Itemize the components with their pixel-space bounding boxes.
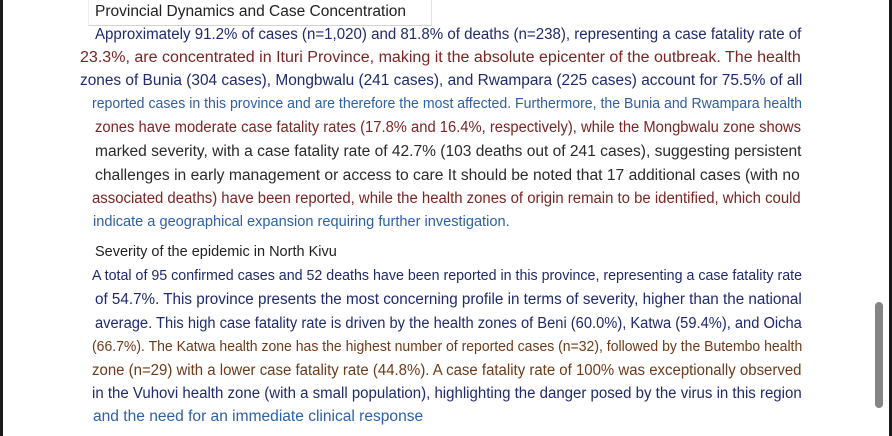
paragraph-line: of 54.7%. This province presents the most concerning profile in terms of severity, higher than the national bbox=[95, 291, 802, 308]
paragraph-line: zones of Bunia (304 cases), Mongbwalu (241 cases), and Rwampara (225 cases) account for 75.5% of all bbox=[80, 72, 803, 89]
paragraph-line: average. This high case fatality rate is driven by the health zones of Beni (60.0%), Katwa (59.4%), and Oicha bbox=[95, 315, 802, 332]
paragraph-line: Approximately 91.2% of cases (n=1,020) and 81.8% of deaths (n=238), representing a case fatality rate of bbox=[95, 26, 802, 43]
paragraph-line: challenges in early management or access to care It should be noted that 17 additional cases (with no bbox=[95, 167, 800, 184]
paragraph-line: marked severity, with a case fatality rate of 42.7% (103 deaths out of 241 cases), suggesting persistent bbox=[95, 143, 802, 160]
scrollbar-thumb[interactable] bbox=[875, 302, 883, 408]
paragraph-line: reported cases in this province and are therefore the most affected. Furthermore, the Bunia and Rwampara health bbox=[92, 96, 802, 112]
window-left-edge bbox=[0, 0, 3, 436]
section-heading-provincial-dynamics: Provincial Dynamics and Case Concentration bbox=[95, 3, 407, 20]
paragraph-line: 23.3%, are concentrated in Ituri Province, making it the absolute epicenter of the outbreak. The health bbox=[80, 49, 801, 66]
paragraph-line: and the need for an immediate clinical response bbox=[93, 408, 424, 425]
paragraph-line: associated deaths) have been reported, while the health zones of origin remain to be identified, which could bbox=[92, 190, 801, 207]
paragraph-line: in the Vuhovi health zone (with a small population), highlighting the danger posed by the virus in this region bbox=[92, 385, 802, 402]
section-heading-north-kivu: Severity of the epidemic in North Kivu bbox=[95, 244, 337, 260]
paragraph-line: (66.7%). The Katwa health zone has the highest number of reported cases (n=32), followed by the Butembo health bbox=[92, 339, 803, 355]
paragraph-line: A total of 95 confirmed cases and 52 deaths have been reported in this province, representing a case fatality rate bbox=[92, 268, 803, 284]
paragraph-line: zone (n=29) with a lower case fatality rate (44.8%). A case fatality rate of 100% was exceptionally observed bbox=[92, 362, 802, 379]
paragraph-line: zones have moderate case fatality rates (17.8% and 16.4%, respectively), while the Mongbwalu zone shows bbox=[95, 119, 801, 136]
paragraph-line: indicate a geographical expansion requiring further investigation. bbox=[93, 213, 510, 230]
